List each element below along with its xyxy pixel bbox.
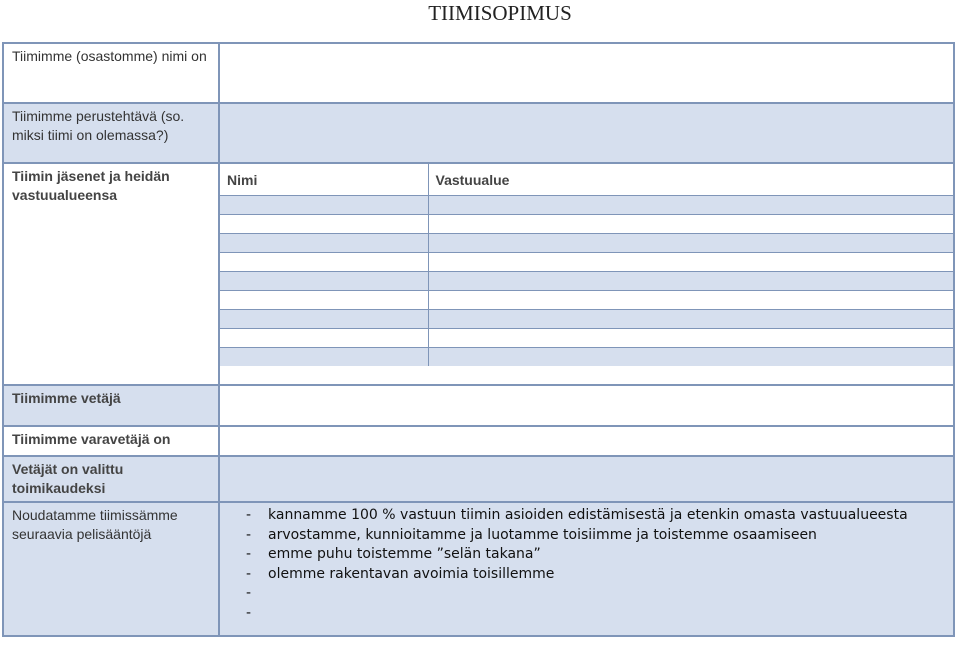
document-title: TIIMISOPIMUS	[428, 1, 572, 25]
rule-item	[246, 526, 953, 546]
member-name-cell[interactable]	[220, 234, 428, 253]
member-name-cell[interactable]	[220, 329, 428, 348]
rule-bullet: -	[246, 604, 252, 621]
member-row	[220, 196, 953, 215]
rule-text: emme puhu toistemme ”selän takana”	[268, 546, 541, 562]
member-row	[220, 253, 953, 272]
purpose-label: Tiimimme perustehtävä (so. miksi tiimi on olemassa?)	[3, 103, 219, 163]
members-label: Tiimin jäsenet ja heidän vastuualueensa	[3, 163, 219, 385]
member-row	[220, 348, 953, 367]
team-agreement-table	[2, 42, 955, 637]
member-row	[220, 215, 953, 234]
rules-label: Noudatamme tiimissämme seuraavia pelisääntöjä	[3, 502, 219, 636]
rule-bullet: -	[246, 507, 252, 523]
member-name-cell[interactable]	[220, 196, 428, 215]
leader-field[interactable]	[219, 385, 954, 426]
deputy-label: Tiimimme varavetäjä on	[3, 426, 219, 456]
members-table	[220, 164, 953, 366]
member-area-cell[interactable]	[428, 196, 953, 215]
rule-text: kannamme 100 % vastuun tiimin asioiden edistämisestä ja etenkin omasta vastuualueesta	[268, 507, 908, 523]
members-col-area: Vastuualue	[428, 164, 953, 196]
rule-item	[246, 565, 953, 585]
member-area-cell[interactable]	[428, 234, 953, 253]
member-name-cell[interactable]	[220, 291, 428, 310]
rule-text: olemme rakentavan avoimia toisillemme	[268, 565, 555, 582]
team-name-field[interactable]	[219, 43, 954, 103]
elected-label: Vetäjät on valittu toimikaudeksi	[3, 456, 219, 502]
member-area-cell[interactable]	[428, 215, 953, 234]
leader-label: Tiimimme vetäjä	[3, 385, 219, 426]
member-name-cell[interactable]	[220, 253, 428, 272]
rules-list	[220, 503, 953, 623]
rule-bullet: -	[246, 526, 252, 543]
rule-bullet: -	[246, 546, 252, 562]
member-name-cell[interactable]	[220, 348, 428, 367]
rule-item	[246, 604, 953, 624]
member-row	[220, 291, 953, 310]
rule-text: arvostamme, kunnioitamme ja luotamme toisiimme ja toistemme osaamiseen	[268, 526, 817, 543]
member-area-cell[interactable]	[428, 329, 953, 348]
elected-field[interactable]	[219, 456, 954, 502]
rule-bullet: -	[246, 565, 252, 582]
member-name-cell[interactable]	[220, 215, 428, 234]
rule-item	[246, 545, 953, 565]
member-area-cell[interactable]	[428, 272, 953, 291]
member-name-cell[interactable]	[220, 272, 428, 291]
deputy-field[interactable]	[219, 426, 954, 456]
member-area-cell[interactable]	[428, 310, 953, 329]
rule-item	[246, 584, 953, 604]
member-area-cell[interactable]	[428, 348, 953, 367]
purpose-field[interactable]	[219, 103, 954, 163]
member-area-cell[interactable]	[428, 253, 953, 272]
member-name-cell[interactable]	[220, 310, 428, 329]
members-col-name: Nimi	[220, 164, 428, 196]
rule-bullet: -	[246, 585, 252, 601]
member-row	[220, 234, 953, 253]
team-name-label: Tiimimme (osastomme) nimi on	[3, 43, 219, 103]
member-area-cell[interactable]	[428, 291, 953, 310]
member-row	[220, 272, 953, 291]
rule-item	[246, 506, 953, 526]
member-row	[220, 329, 953, 348]
member-row	[220, 310, 953, 329]
